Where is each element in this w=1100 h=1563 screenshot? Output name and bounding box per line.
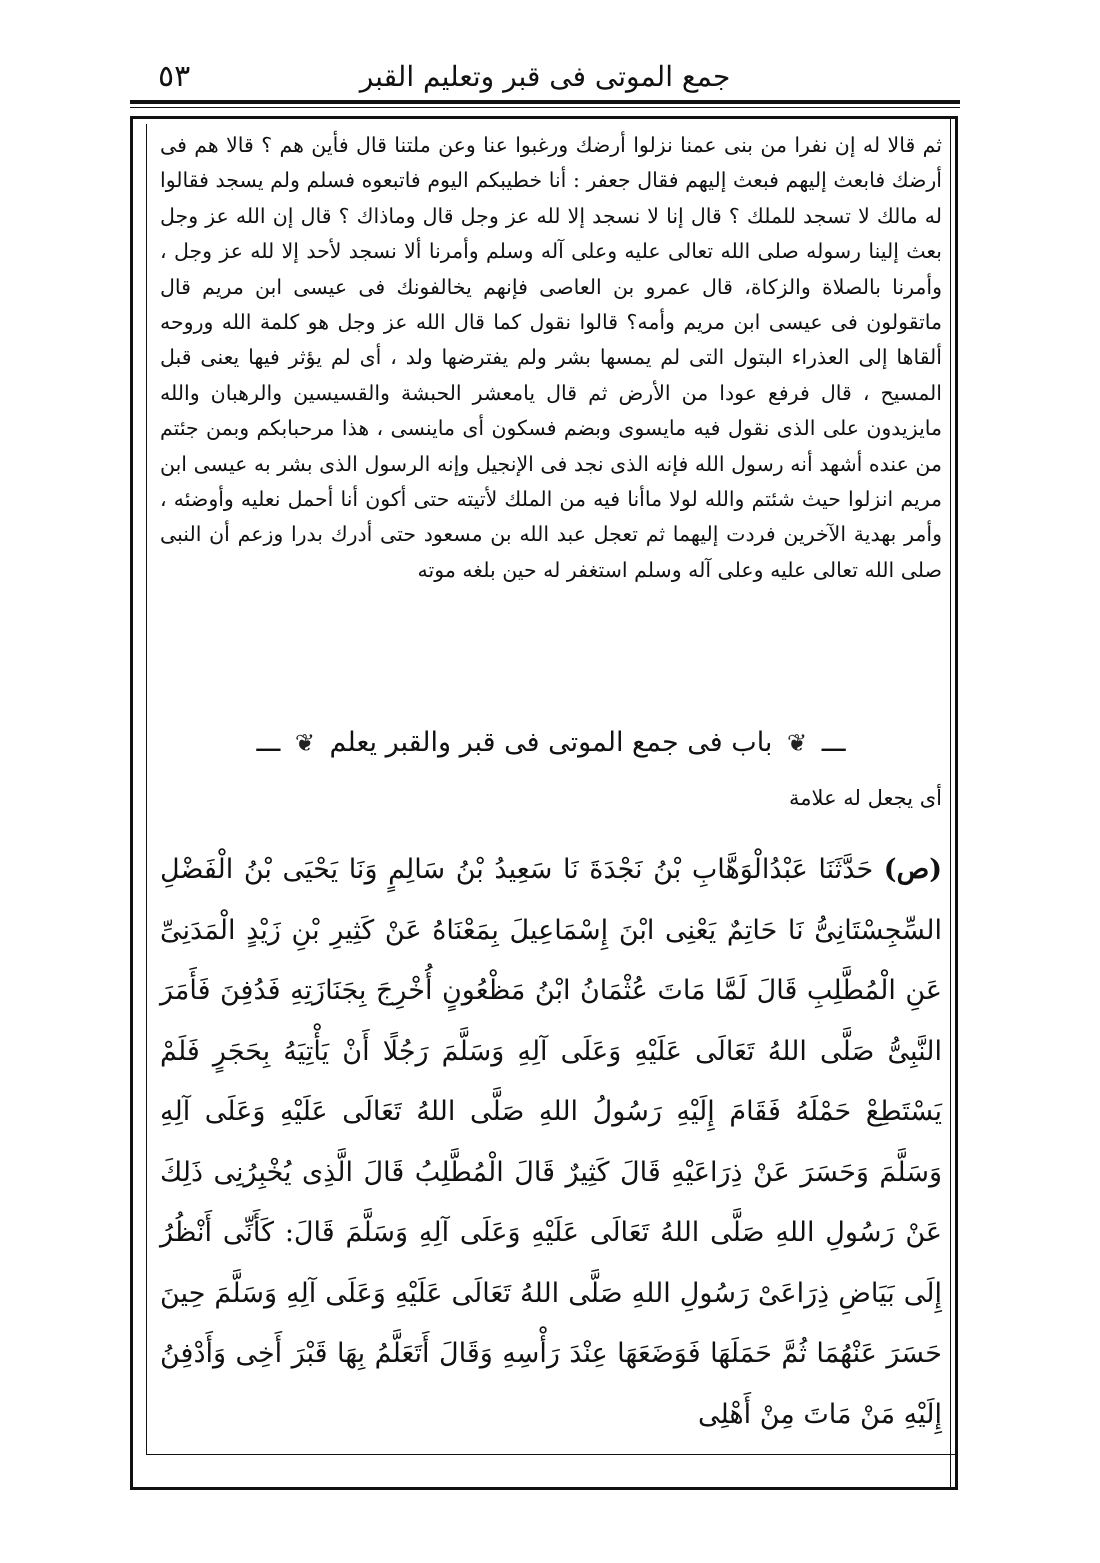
hadith-paragraph [160,840,942,1445]
chapter-heading [160,718,942,768]
hadith-marker: (ص) [883,854,942,885]
frame-double-line [950,116,951,1490]
header-rule-thin [130,107,960,108]
page-number: ٥٣ [158,59,191,94]
hadith-text: حَدَّثَنَا عَبْدُالْوَهَّابِ بْنُ نَجْدَةَ نَا سَعِيدُ بْنُ سَالِمٍ وَنَا يَحْيَى بْنُ الْفَضْلِ السِّجِسْتَانِىُّ نَا حَاتِمٌ يَعْنِى ابْنَ إِسْمَاعِيلَ بِمَعْنَاهُ عَنْ كَثِيرِ بْنِ زَيْدٍ الْمَدَنِىِّ عَنِ الْمُطَّلِبِ قَالَ لَمَّا مَاتَ عُثْمَانُ ابْنُ مَظْعُونٍ أُخْرِجَ بِجَنَازَتِهِ فَدُفِنَ فَأَمَرَ النَّبِىُّ صَلَّى اللهُ تَعَالَى عَلَيْهِ وَعَلَى آلِهِ وَسَلَّمَ رَجُلًا أَنْ يَأْتِيَهُ بِحَجَرٍ فَلَمْ يَسْتَطِعْ حَمْلَهُ فَقَامَ إِلَيْهِ رَسُولُ اللهِ صَلَّى اللهُ تَعَالَى عَلَيْهِ وَعَلَى آلِهِ وَسَلَّمَ وَحَسَرَ عَنْ ذِرَاعَيْهِ قَالَ كَثِيرٌ قَالَ الْمُطَّلِبُ قَالَ الَّذِى يُخْبِرُنِى ذَلِكَ عَنْ رَسُولِ اللهِ صَلَّى اللهُ تَعَالَى عَلَيْهِ وَعَلَى آلِهِ وَسَلَّمَ قَالَ: كَأَنِّى أَنْظُرُ إِلَى بَيَاضِ ذِرَاعَىْ رَسُولِ اللهِ صَلَّى اللهُ تَعَالَى عَلَيْهِ وَعَلَى آلِهِ وَسَلَّمَ حِينَ حَسَرَ عَنْهُمَا ثُمَّ حَمَلَهَا فَوَضَعَهَا عِنْدَ رَأْسِهِ وَقَالَ أَتَعَلَّمُ بِهَا قَبْرَ أَخِى وَأَدْفِنُ إِلَيْهِ مَنْ مَاتَ مِنْ أَهْلِى [160,854,942,1430]
page-header [130,55,960,99]
ornament-right-icon: ❦ [787,729,808,757]
commentary-block [160,128,942,588]
commentary-text: ثم قالا له إن نفرا من بنى عمنا نزلوا أرضك ورغبوا عنا وعن ملتنا قال فأين هم ؟ قالا هم فى أرضك فابعث إليهم فبعث إليهم فقال جعفر : أنا خطيبكم اليوم فاتبعوه فسلم ولم يسجد فقالوا له مالك لا تسجد للملك ؟ قال إنا لا نسجد إلا لله عز وجل قال وماذاك ؟ قال إن الله عز وجل بعث إلينا رسوله صلى الله تعالى عليه وعلى آله وسلم وأمرنا ألا نسجد لأحد إلا لله عز وجل ، وأمرنا بالصلاة والزكاة، قال عمرو بن العاصى فإنهم يخالفونك فى عيسى ابن مريم قال ماتقولون فى عيسى ابن مريم وأمه؟ قالوا نقول كما قال الله عز وجل هو كلمة الله وروحه ألقاها إلى العذراء البتول التى لم يمسها بشر ولم يفترضها ولد ، أى لم يؤثر فيها يعنى قبل المسيح ، قال فرفع عودا من الأرض ثم قال يامعشر الحبشة والقسيسين والرهبان والله مايزيدون على الذى نقول فيه مايسوى وبضم فسكون أى ماينسى ، هذا مرحبابكم وبمن جئتم من عنده أشهد أنه رسول الله فإنه الذى نجد فى الإنجيل وإنه الرسول الذى بشر به عيسى ابن مريم انزلوا حيث شئتم والله لولا ماأنا فيه من الملك لأتيته حتى أكون أنا أحمل نعليه وأوضئه ، وأمر بهدية الآخرين فردت إليهما ثم تعجل عبد الله بن مسعود حتى أدرك بدرا وزعم أن النبى صلى الله تعالى عليه وعلى آله وسلم استغفر له حين بلغه موته [160,133,942,582]
hadith-block [160,840,942,1445]
header-rule [130,100,960,104]
heading-dash-right: ـــ [821,727,846,758]
chapter-gloss: أى يجعل له علامة [789,786,942,810]
heading-dash-left: ـــ [256,727,281,758]
chapter-title: باب فى جمع الموتى فى قبر والقبر يعلم [329,727,773,758]
frame-bottom-line [146,1454,958,1455]
ornament-left-icon: ❦ [294,729,315,757]
running-title: جمع الموتى فى قبر وتعليم القبر [359,60,731,93]
